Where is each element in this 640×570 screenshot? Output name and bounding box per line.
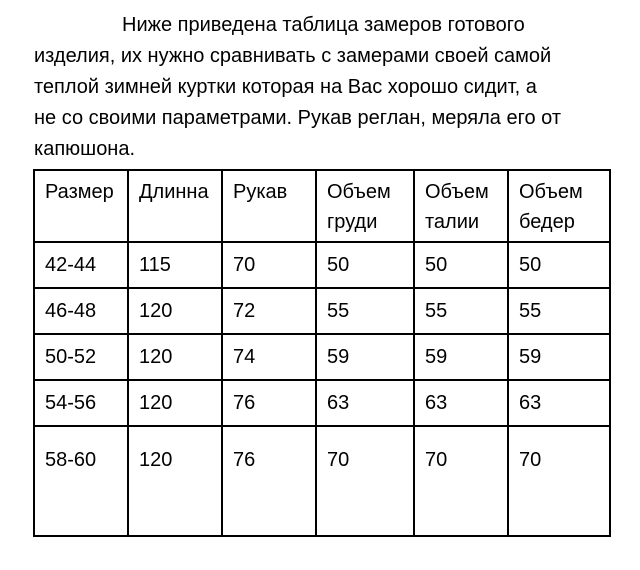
intro-line: теплой зимней куртки которая на Вас хорошо сидит, а — [34, 76, 537, 98]
table-cell: 63 — [316, 380, 414, 426]
table-cell: 55 — [316, 288, 414, 334]
table-row — [34, 288, 610, 334]
table-cell: 70 — [508, 426, 610, 536]
table-cell: 120 — [128, 334, 222, 380]
header-size: Размер — [34, 170, 128, 242]
table-cell: 63 — [508, 380, 610, 426]
table-cell: 59 — [316, 334, 414, 380]
intro-line: Ниже приведена таблица замеров готового — [122, 14, 525, 36]
table-cell: 59 — [508, 334, 610, 380]
table-cell: 55 — [414, 288, 508, 334]
table-cell: 54-56 — [34, 380, 128, 426]
table-cell: 76 — [222, 380, 316, 426]
table-cell: 55 — [508, 288, 610, 334]
header-chest: Объем груди — [316, 170, 414, 242]
table-row — [34, 242, 610, 288]
table-cell: 50 — [508, 242, 610, 288]
table-cell: 70 — [222, 242, 316, 288]
table-cell: 59 — [414, 334, 508, 380]
table-cell: 74 — [222, 334, 316, 380]
intro-line: не со своими параметрами. Рукав реглан, меряла его от — [34, 107, 561, 129]
table-cell: 76 — [222, 426, 316, 536]
table-cell: 120 — [128, 426, 222, 536]
table-row — [34, 426, 610, 536]
table-cell: 50-52 — [34, 334, 128, 380]
intro-paragraph — [34, 10, 624, 165]
table-cell: 115 — [128, 242, 222, 288]
table-cell: 120 — [128, 288, 222, 334]
header-sleeve: Рукав — [222, 170, 316, 242]
table-cell: 46-48 — [34, 288, 128, 334]
table-cell: 58-60 — [34, 426, 128, 536]
table-cell: 42-44 — [34, 242, 128, 288]
table-cell: 63 — [414, 380, 508, 426]
table-cell: 72 — [222, 288, 316, 334]
size-table — [33, 169, 611, 537]
table-cell: 120 — [128, 380, 222, 426]
table-row — [34, 380, 610, 426]
table-row — [34, 334, 610, 380]
table-cell: 50 — [316, 242, 414, 288]
header-length: Длинна — [128, 170, 222, 242]
intro-line: капюшона. — [34, 138, 136, 160]
table-cell: 50 — [414, 242, 508, 288]
table-cell: 70 — [316, 426, 414, 536]
table-cell: 70 — [414, 426, 508, 536]
table-header-row — [34, 170, 610, 242]
intro-line: изделия, их нужно сравнивать с замерами своей самой — [34, 45, 552, 67]
header-hips: Объем бедер — [508, 170, 610, 242]
header-waist: Объем талии — [414, 170, 508, 242]
